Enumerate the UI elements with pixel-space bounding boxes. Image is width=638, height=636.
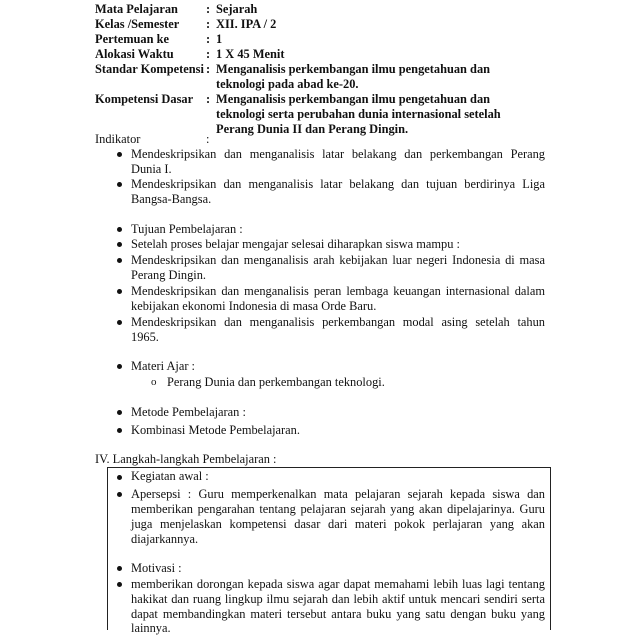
sep: : xyxy=(206,32,211,46)
bullet-icon xyxy=(117,320,122,325)
motivasi-heading: Motivasi : xyxy=(131,561,182,575)
indikator-item-2-line-2: Bangsa-Bangsa. xyxy=(131,192,212,206)
langkah-title: IV. Langkah-langkah Pembelajaran : xyxy=(95,452,277,466)
indikator-item-1-line-1: Mendeskripsikan dan menganalisis latar belakang dan perkembangan Perang xyxy=(131,147,545,161)
sep: : xyxy=(206,92,211,106)
bullet-icon xyxy=(117,152,122,157)
sep: : xyxy=(206,47,211,61)
apersepsi-line-3: juga menjelaskan kompetensi dasar dari materi pokok perlajaran yang akan xyxy=(131,517,545,531)
value-kompetensi-dasar-1: Menganalisis perkembangan ilmu pengetahuan dan xyxy=(216,92,491,106)
value-standar-kompetensi-2: teknologi pada abad ke-20. xyxy=(216,77,359,91)
bullet-icon xyxy=(117,410,122,415)
label-pertemuan: Pertemuan ke xyxy=(95,32,169,46)
bullet-icon xyxy=(117,364,122,369)
label-alokasi-waktu: Alokasi Waktu xyxy=(95,47,174,61)
value-kompetensi-dasar-2: teknologi serta perubahan dunia internasional setelah xyxy=(216,107,501,121)
bullet-icon xyxy=(117,475,122,480)
bullet-icon xyxy=(117,242,122,247)
value-standar-kompetensi-1: Menganalisis perkembangan ilmu pengetahuan dan xyxy=(216,62,491,76)
bullet-icon xyxy=(117,582,122,587)
motivasi-line-2: hakikat dan ruang lingkup ilmu sejarah dan lebih aktif untuk mencari sendiri serta xyxy=(131,592,545,606)
motivasi-line-1: memberikan dorongan kepada siswa agar dapat memahami lebih luas lagi tentang xyxy=(131,577,545,591)
materi-heading: Materi Ajar : xyxy=(131,359,195,373)
tujuan-intro: Setelah proses belajar mengajar selesai diharapkan siswa mampu : xyxy=(131,237,460,251)
tujuan-item-2-line-2: kebijakan ekonomi Indonesia di masa Orde Baru. xyxy=(131,299,377,313)
bullet-icon xyxy=(117,566,122,571)
label-kelas-semester: Kelas /Semester xyxy=(95,17,180,31)
kegiatan-awal-heading: Kegiatan awal : xyxy=(131,469,209,483)
label-mata-pelajaran: Mata Pelajaran xyxy=(95,2,178,16)
value-kompetensi-dasar-3: Perang Dunia II dan Perang Dingin. xyxy=(216,122,409,136)
bullet-icon xyxy=(117,258,122,263)
apersepsi-line-1: Apersepsi : Guru memperkenalkan mata pelajaran sejarah kepada siswa dan xyxy=(131,487,545,501)
sep: : xyxy=(206,17,211,31)
motivasi-line-4: lainnya. xyxy=(131,621,171,635)
tujuan-item-3-line-1: Mendeskripsikan dan menganalisis perkembangan modal asing setelah tahun xyxy=(131,315,545,329)
sep: : xyxy=(206,132,210,146)
tujuan-item-3-line-2: 1965. xyxy=(131,330,159,344)
indikator-item-1-line-2: Dunia I. xyxy=(131,162,172,176)
sep: : xyxy=(206,2,211,16)
sub-bullet-icon: o xyxy=(151,376,157,388)
bullet-icon xyxy=(117,289,122,294)
materi-sub-item: Perang Dunia dan perkembangan teknologi. xyxy=(167,375,385,389)
sep: : xyxy=(206,62,211,76)
label-kompetensi-dasar: Kompetensi Dasar xyxy=(95,92,194,106)
tujuan-item-1-line-1: Mendeskripsikan dan menganalisis arah kebijakan luar negeri Indonesia di masa xyxy=(131,253,545,267)
bullet-icon xyxy=(117,182,122,187)
metode-value: Kombinasi Metode Pembelajaran. xyxy=(131,423,300,437)
table-border-right xyxy=(550,467,551,630)
bullet-icon xyxy=(117,428,122,433)
indikator-item-2-line-1: Mendeskripsikan dan menganalisis latar belakang dan tujuan berdirinya Liga xyxy=(131,177,545,191)
label-standar-kompetensi: Standar Kompetensi xyxy=(95,62,204,76)
tujuan-item-2-line-1: Mendeskripsikan dan menganalisis peran lembaga keuangan internasional dalam xyxy=(131,284,545,298)
value-alokasi-waktu: 1 X 45 Menit xyxy=(216,47,285,61)
table-border-left xyxy=(107,467,108,630)
value-pertemuan: 1 xyxy=(216,32,223,46)
table-border-top xyxy=(107,467,550,468)
bullet-icon xyxy=(117,227,122,232)
metode-heading: Metode Pembelajaran : xyxy=(131,405,246,419)
bullet-icon xyxy=(117,492,122,497)
value-mata-pelajaran: Sejarah xyxy=(216,2,258,16)
value-kelas-semester: XII. IPA / 2 xyxy=(216,17,277,31)
apersepsi-line-2: memberikan pengarahan tentang pelajaran sejarah yang akan dipelajarinya. Guru xyxy=(131,502,545,516)
motivasi-line-3: dapat membandingkan materi tersebut antara buku yang satu dengan buku yang xyxy=(131,607,545,621)
apersepsi-line-4: diajarkannya. xyxy=(131,532,199,546)
tujuan-item-1-line-2: Perang Dingin. xyxy=(131,268,207,282)
label-indikator: Indikator xyxy=(95,132,141,146)
tujuan-heading: Tujuan Pembelajaran : xyxy=(131,222,243,236)
